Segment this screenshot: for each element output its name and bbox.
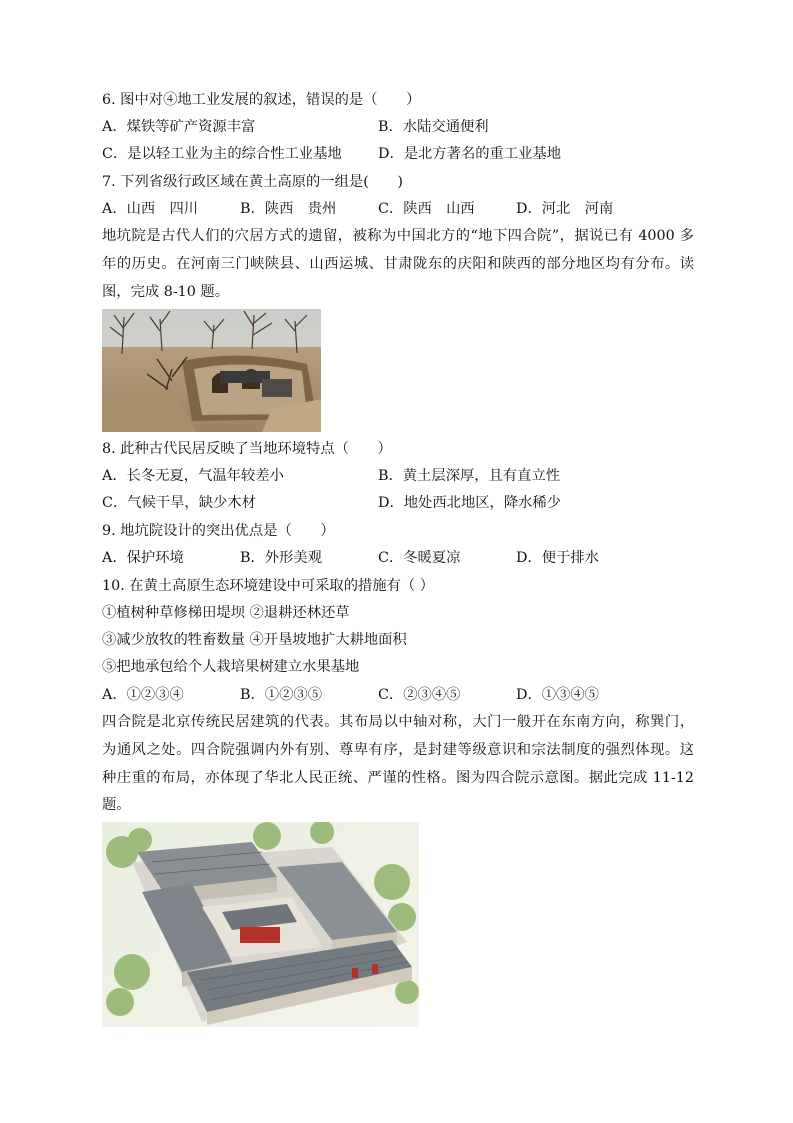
q9-option-c: C．冬暖夏凉 bbox=[378, 550, 461, 566]
passage2-line-4: 题。 bbox=[102, 797, 131, 813]
q7-option-c: C．陕西 山西 bbox=[378, 201, 475, 217]
passage2-line-1: 四合院是北京传统民居建筑的代表。其布局以中轴对称，大门一般开在东南方向，称巽门， bbox=[102, 714, 694, 730]
q9-stem: 9. 地坑院设计的突出优点是（ ） bbox=[102, 523, 335, 539]
passage1-line-3: 图，完成 8-10 题。 bbox=[102, 284, 229, 300]
q6-option-b: B．水陆交通便利 bbox=[378, 119, 489, 135]
q10-item-line-2: ③减少放牧的牲畜数量 ④开垦坡地扩大耕地面积 bbox=[102, 632, 407, 648]
q10-item-line-3: ⑤把地承包给个人栽培果树建立水果基地 bbox=[102, 659, 360, 675]
dikengyuan-photo bbox=[102, 309, 321, 432]
q7-option-b: B．陕西 贵州 bbox=[240, 201, 337, 217]
q10-option-b: B．①②③⑤ bbox=[240, 687, 322, 703]
q8-stem: 8. 此种古代民居反映了当地环境特点（ ） bbox=[102, 441, 392, 457]
q10-item-line-1: ①植树种草修梯田堤坝 ②退耕还林还草 bbox=[102, 605, 350, 621]
q7-option-d: D．河北 河南 bbox=[516, 201, 614, 217]
q10-option-a: A．①②③④ bbox=[102, 687, 184, 703]
q9-option-a: A．保护环境 bbox=[102, 550, 184, 566]
q8-option-b: B．黄土层深厚，且有直立性 bbox=[378, 468, 561, 484]
siheyuan-illustration bbox=[102, 822, 419, 1027]
q10-stem: 10. 在黄土高原生态环境建设中可采取的措施有（ ） bbox=[102, 578, 435, 594]
q9-option-b: B．外形美观 bbox=[240, 550, 322, 566]
passage2-line-3: 种庄重的布局，亦体现了华北人民正统、严谨的性格。图为四合院示意图。据此完成 11-12 bbox=[102, 770, 694, 786]
q10-option-c: C．②③④⑤ bbox=[378, 687, 461, 703]
q8-option-a: A．长冬无夏，气温年较差小 bbox=[102, 468, 284, 484]
q10-option-d: D．①③④⑤ bbox=[516, 687, 599, 703]
passage1-line-2: 年的历史。在河南三门峡陕县、山西运城、甘肃陇东的庆阳和陕西的部分地区均有分布。读 bbox=[102, 256, 694, 272]
q6-option-c: C．是以轻工业为主的综合性工业基地 bbox=[102, 146, 342, 162]
passage2-line-2: 为通风之处。四合院强调内外有别、尊卑有序，是封建等级意识和宗法制度的强烈体现。这 bbox=[102, 742, 694, 758]
q7-stem: 7. 下列省级行政区域在黄土高原的一组是( ) bbox=[102, 174, 403, 190]
q7-option-a: A．山西 四川 bbox=[102, 201, 199, 217]
q8-option-c: C．气候干旱，缺少木材 bbox=[102, 495, 256, 511]
q6-stem: 6. 图中对④地工业发展的叙述，错误的是（ ） bbox=[102, 92, 421, 108]
passage1-line-1: 地坑院是古代人们的穴居方式的遗留，被称为中国北方的“地下四合院”，据说已有 4000 多 bbox=[102, 228, 694, 244]
q8-option-d: D．地处西北地区，降水稀少 bbox=[378, 495, 562, 511]
q9-option-d: D．便于排水 bbox=[516, 550, 599, 566]
q6-option-d: D．是北方著名的重工业基地 bbox=[378, 146, 562, 162]
q6-option-a: A．煤铁等矿产资源丰富 bbox=[102, 119, 256, 135]
